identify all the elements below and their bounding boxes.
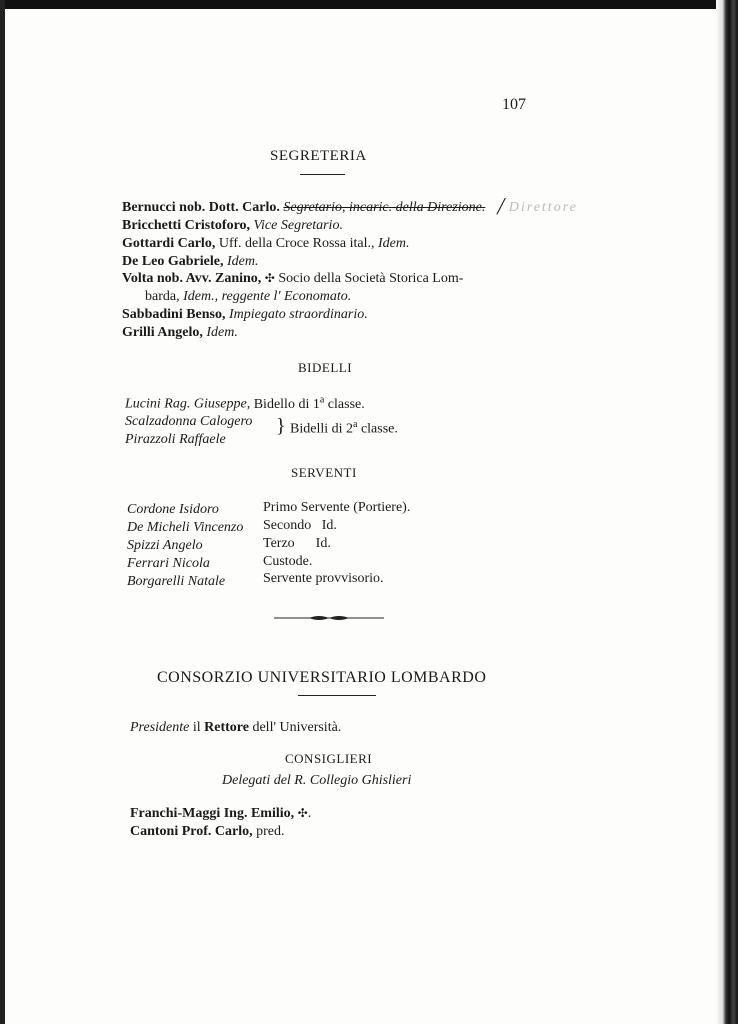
staff-role: Vice Segretario.: [253, 218, 343, 233]
president-line: Presidente il Rettore dell' Università.: [130, 720, 342, 735]
staff-line-volta-cont: [145, 289, 351, 305]
staff-role: Impiegato straordinario.: [229, 307, 368, 322]
staff-role: Idem.: [226, 254, 259, 269]
staff-line-volta: [122, 271, 463, 287]
page-number: 107: [502, 96, 526, 113]
servente-name: Cordone Isidoro: [127, 502, 219, 517]
servente-role: Servente provvisorio.: [263, 571, 384, 586]
servente-role: Custode.: [263, 554, 313, 569]
consiglieri-heading: CONSIGLIERI: [285, 751, 373, 766]
brace-icon: }: [276, 415, 286, 437]
staff-name: Volta nob. Avv. Zanino,: [122, 271, 262, 286]
member-name: Franchi-Maggi Ing. Emilio,: [130, 806, 295, 821]
servente-name: De Micheli Vincenzo: [127, 520, 244, 535]
staff-name: Gottardi Carlo,: [122, 236, 216, 251]
staff-line-grilli: [122, 325, 238, 341]
servente-role: Secondo Id.: [263, 518, 337, 533]
servente-name: Ferrari Nicola: [127, 556, 210, 571]
servente-name: Spizzi Angelo: [127, 538, 203, 553]
staff-role-reggente: reggente l' Economato.: [221, 289, 352, 304]
bidelli-heading: BIDELLI: [298, 360, 353, 375]
bidello-name: Lucini Rag. Giuseppe,: [125, 396, 251, 412]
staff-role-plain: Uff. della Croce Rossa ital.,: [218, 236, 375, 251]
cross-icon: ✣: [297, 806, 308, 820]
staff-role-struck: Segretario, incaric. della Direzione.: [283, 200, 486, 215]
staff-line-sabbadini: [122, 307, 368, 323]
bidelli-group-role: Bidelli di 2$^a$ classe.: [290, 419, 398, 437]
segreteria-rule: [300, 174, 345, 175]
staff-line-deleo: [122, 254, 258, 270]
segreteria-heading: SEGRETERIA: [270, 148, 367, 164]
president-title: Rettore: [204, 720, 249, 735]
staff-name: De Leo Gabriele,: [122, 254, 224, 269]
servente-name: Borgarelli Natale: [127, 574, 226, 589]
staff-role: Idem.: [206, 325, 238, 340]
servente-role: Terzo Id.: [263, 536, 331, 551]
staff-name: Bernucci nob. Dott. Carlo.: [122, 200, 280, 215]
president-label: Presidente: [130, 720, 190, 735]
staff-role-idem: Idem.,: [183, 289, 219, 304]
bidello-name-scalzadonna: Scalzadonna Calogero: [125, 414, 253, 429]
staff-name: Sabbadini Benso,: [122, 307, 226, 322]
serventi-heading: SERVENTI: [291, 465, 357, 480]
bidello-role: Bidello di 1$^a$ classe.: [253, 394, 365, 412]
member-name: Cantoni Prof. Carlo,: [130, 824, 253, 839]
staff-line-gottardi: [122, 236, 409, 252]
consorzio-rule: [298, 695, 376, 696]
staff-role-plain: Socio della Società Storica Lom-: [278, 271, 464, 286]
scan-right-edge: [716, 0, 738, 1024]
bidello-name-pirazzoli: Pirazzoli Raffaele: [125, 432, 226, 447]
consorzio-heading: CONSORZIO UNIVERSITARIO LOMBARDO: [157, 669, 487, 686]
staff-name: Bricchetti Cristoforo,: [122, 218, 251, 233]
staff-role-cont: barda,: [145, 289, 180, 304]
handwritten-note: Direttore: [508, 200, 578, 215]
staff-line-bricchetti: [122, 218, 343, 234]
member-line-franchi: Franchi-Maggi Ing. Emilio, ✣.: [130, 806, 312, 821]
bidello-line-lucini: [125, 394, 365, 413]
scan-top-edge: [0, 0, 738, 9]
member-line-cantoni: Cantoni Prof. Carlo, pred.: [130, 824, 285, 839]
cross-icon: ✣: [264, 271, 275, 285]
staff-line-bernucci: Bernucci nob. Dott. Carlo. Segretario, incaric. della Direzione. ╱ Direttore: [122, 200, 578, 215]
staff-name: Grilli Angelo,: [122, 325, 203, 340]
staff-role: Idem.: [377, 236, 410, 251]
delegati-line: Delegati del R. Collegio Ghislieri: [222, 773, 412, 788]
servente-role: Primo Servente (Portiere).: [263, 500, 411, 515]
scan-left-edge: [0, 0, 5, 1024]
ornament-divider: [274, 613, 384, 623]
